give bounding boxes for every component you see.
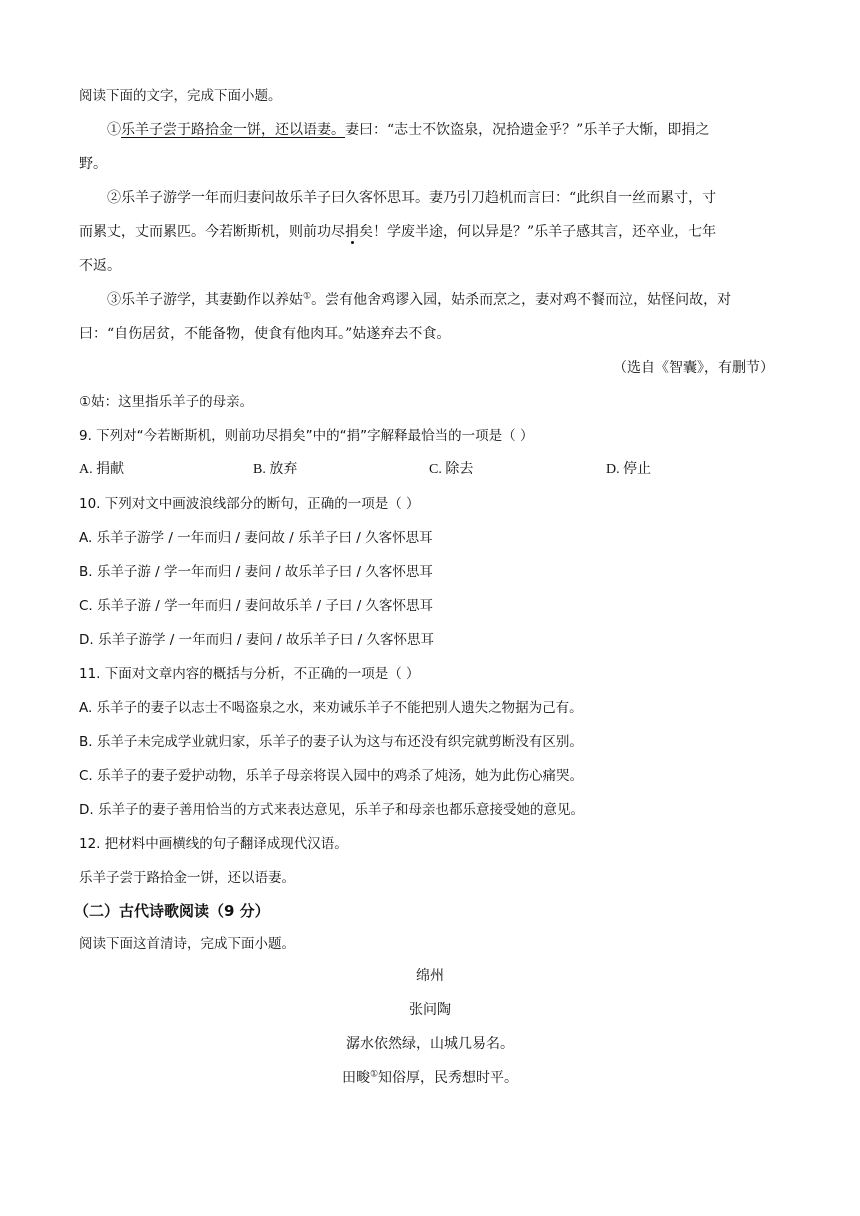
paragraph-text: 妻曰：“志士不饮盗泉，况拾遗金乎？”乐羊子大惭，即捐之 [345,122,710,138]
paragraph-text: 而累丈，丈而累匹。今若断斯机，则前功尽 [79,224,345,240]
question-11-stem: 11. 下面对文章内容的概括与分析，不正确的一项是（ ） [79,666,420,682]
passage-paragraph-2-line-3: 不返。 [79,258,121,274]
passage-paragraph-2-line-1: ②乐羊子游学一年而归妻问故乐羊子曰久客怀思耳。妻乃引刀趋机而言曰：“此织自一丝而累寸，寸 [107,190,717,206]
poem-instruction: 阅读下面这首清诗，完成下面小题。 [79,936,295,952]
question-12-stem: 12. 把材料中画横线的句子翻译成现代汉语。 [79,836,348,852]
emphasized-character: 捐 [345,224,359,240]
footnote-marker: ① [369,1069,379,1080]
paragraph-text: 矣！学废半途，何以异是？”乐羊子感其言，还卒业，七年 [359,224,717,240]
underlined-sentence: 乐羊子尝于路拾金一饼，还以语妻。 [121,122,345,138]
q11-option-d: D. 乐羊子的妻子善用恰当的方式来表达意见，乐羊子和母亲也都乐意接受她的意见。 [79,802,584,818]
paragraph-text: ③乐羊子游学，其妻勤作以养姑 [107,292,303,308]
poem-text: 知俗厚，民秀想时平。 [378,1070,519,1086]
poem-title: 绵州 [416,968,444,984]
poem-line-1: 潺水依然绿，山城几易名。 [346,1036,514,1052]
section-heading: （二）古代诗歌阅读（9 分） [74,902,270,920]
poem-author: 张问陶 [409,1002,451,1018]
paragraph-marker: ① [107,122,121,138]
passage-paragraph-3-line-1 [107,290,807,310]
q10-option-c: C. 乐羊子游 / 学一年而归 / 妻问故乐羊 / 子曰 / 久客怀思耳 [79,598,434,614]
q9-option-d: D. 停止 [606,462,652,477]
q9-option-b: B. 放弃 [253,462,298,477]
paragraph-text: 。尝有他舍鸡谬入园，姑杀而烹之，妻对鸡不餐而泣，姑怪问故，对 [311,292,732,308]
question-9-stem: 9. 下列对“今若断斯机，则前功尽捐矣”中的“捐”字解释最恰当的一项是（ ） [79,428,534,444]
passage-paragraph-2-line-2 [79,222,779,242]
q11-option-b: B. 乐羊子未完成学业就归家，乐羊子的妻子认为这与布还没有织完就剪断没有区别。 [79,734,583,750]
source-citation: （选自《智囊》，有删节） [613,360,774,376]
passage-paragraph-1-line-2: 野。 [79,156,107,172]
q10-option-a: A. 乐羊子游学 / 一年而归 / 妻问故 / 乐羊子曰 / 久客怀思耳 [79,530,433,546]
footnote-marker: ① [303,291,312,302]
q9-option-c: C. 除去 [429,462,474,477]
poem-text: 田畯 [341,1070,370,1086]
q10-option-d: D. 乐羊子游学 / 一年而归 / 妻问 / 故乐羊子曰 / 久客怀思耳 [79,632,435,648]
q10-option-b: B. 乐羊子游 / 学一年而归 / 妻问 / 故乐羊子曰 / 久客怀思耳 [79,564,433,580]
question-12-sentence: 乐羊子尝于路拾金一饼，还以语妻。 [79,870,295,886]
footnote: ①姑：这里指乐羊子的母亲。 [79,394,254,410]
q9-option-a: A. 捐献 [79,462,125,477]
passage-paragraph-3-line-2: 曰：“自伤居贫，不能备物，使食有他肉耳。”姑遂弃去不食。 [79,326,451,342]
q11-option-c: C. 乐羊子的妻子爱护动物，乐羊子母亲将误入园中的鸡杀了炖汤，她为此伤心痛哭。 [79,768,584,784]
poem-line-2 [0,1068,860,1088]
q11-option-a: A. 乐羊子的妻子以志士不喝盗泉之水，来劝诫乐羊子不能把别人遗失之物据为己有。 [79,700,583,716]
reading-instruction: 阅读下面的文字，完成下面小题。 [79,88,282,104]
question-10-stem: 10. 下列对文中画波浪线部分的断句，正确的一项是（ ） [79,496,420,512]
passage-paragraph-1-line-1 [107,120,807,140]
